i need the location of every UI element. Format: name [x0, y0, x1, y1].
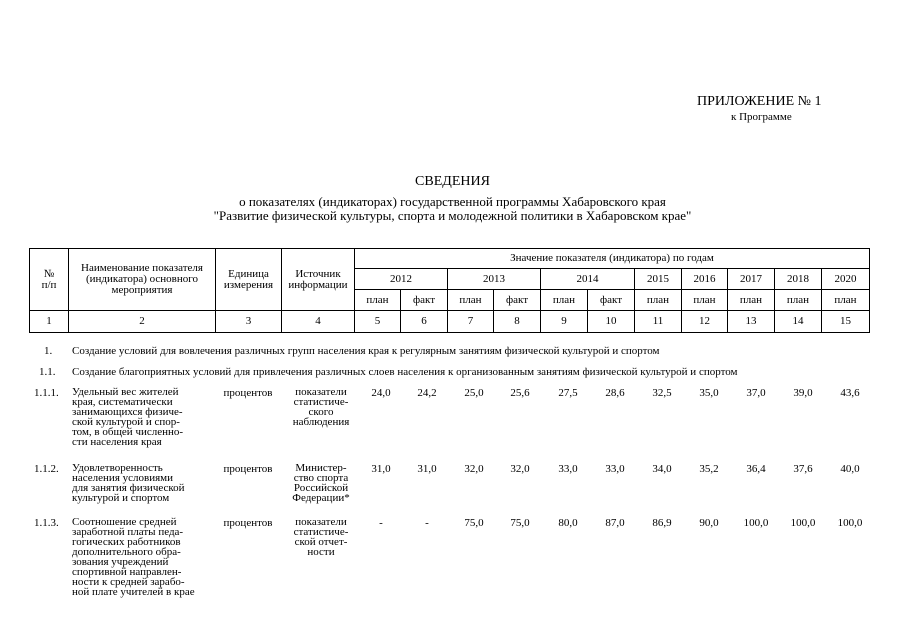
column-number: 5	[355, 311, 401, 333]
section-title: Создание благоприятных условий для привлечения различных слоев населения к организованным занятиям физической культурой и спортом	[72, 366, 738, 378]
value-2014-plan: 80,0	[558, 517, 578, 529]
column-number: 9	[541, 311, 588, 333]
header-year-2017: 2017	[728, 269, 775, 290]
header-plan: план	[728, 290, 775, 311]
column-number: 1	[30, 311, 69, 333]
document-title: СВЕДЕНИЯ	[415, 174, 490, 189]
header-year-2012: 2012	[355, 269, 448, 290]
appendix-sublabel: к Программе	[731, 111, 792, 123]
value-2017-plan: 100,0	[743, 517, 769, 529]
source-cell: показатели статистиче- ского наблюдения	[292, 386, 350, 428]
header-fact: факт	[494, 290, 541, 311]
header-values-caption: Значение показателя (индикатора) по годам	[355, 249, 870, 269]
header-col-unit: Единица измерения	[216, 249, 282, 311]
header-plan: план	[682, 290, 728, 311]
value-2016-plan: 35,0	[699, 387, 719, 399]
value-2014-fact: 33,0	[605, 463, 625, 475]
value-2012-plan: 24,0	[371, 387, 391, 399]
header-year-2016: 2016	[682, 269, 728, 290]
value-2012-plan: 31,0	[371, 463, 391, 475]
header-plan: план	[635, 290, 682, 311]
value-2013-fact: 75,0	[510, 517, 530, 529]
header-year-2013: 2013	[448, 269, 541, 290]
value-2015-plan: 34,0	[652, 463, 672, 475]
header-col-name: Наименование показателя (индикатора) основного мероприятия	[69, 249, 216, 311]
section-title: Создание условий для вовлечения различных групп населения края к регулярным занятиям физической культурой и спортом	[72, 345, 660, 357]
value-2015-plan: 32,5	[652, 387, 672, 399]
indicators-table-header	[29, 248, 870, 333]
value-2012-fact: 24,2	[417, 387, 437, 399]
value-2012-fact: 31,0	[417, 463, 437, 475]
value-2020-plan: 43,6	[840, 387, 860, 399]
column-number: 7	[448, 311, 494, 333]
header-year-2020: 2020	[822, 269, 870, 290]
column-number: 8	[494, 311, 541, 333]
value-2016-plan: 90,0	[699, 517, 719, 529]
unit-cell: процентов	[223, 387, 273, 399]
column-number: 6	[401, 311, 448, 333]
unit-cell: процентов	[223, 517, 273, 529]
value-2013-plan: 25,0	[464, 387, 484, 399]
document-subtitle-line2: "Развитие физической культуры, спорта и молодежной политики в Хабаровском крае"	[213, 208, 692, 223]
indicator-name: Соотношение средней заработной платы педа- гогических работников дополнительного обра- зования учреждений спортивной направлен- ности к средней зарабо- ной плате учителей в крае	[72, 516, 195, 598]
value-2013-fact: 32,0	[510, 463, 530, 475]
value-2012-plan: -	[379, 517, 383, 529]
header-fact: факт	[588, 290, 635, 311]
header-plan: план	[355, 290, 401, 311]
indicator-name: Удовлетворенность населения условиями для занятия физической культурой и спортом	[72, 462, 185, 504]
header-col-source: Источник информации	[282, 249, 355, 311]
column-number: 15	[822, 311, 870, 333]
unit-cell: процентов	[223, 463, 273, 475]
header-plan: план	[448, 290, 494, 311]
value-2015-plan: 86,9	[652, 517, 672, 529]
section-number: 1.	[44, 345, 53, 357]
column-number: 2	[69, 311, 216, 333]
value-2014-fact: 28,6	[605, 387, 625, 399]
value-2017-plan: 37,0	[746, 387, 766, 399]
header-plan: план	[775, 290, 822, 311]
column-number: 3	[216, 311, 282, 333]
value-2014-fact: 87,0	[605, 517, 625, 529]
value-2013-plan: 32,0	[464, 463, 484, 475]
value-2016-plan: 35,2	[699, 463, 719, 475]
source-cell: показатели статистиче- ской отчет- ности	[293, 516, 349, 558]
value-2014-plan: 27,5	[558, 387, 578, 399]
column-number: 11	[635, 311, 682, 333]
header-fact: факт	[401, 290, 448, 311]
value-2013-fact: 25,6	[510, 387, 530, 399]
value-2017-plan: 36,4	[746, 463, 766, 475]
indicator-name: Удельный вес жителей края, систематически занимающихся физиче- ской культурой и спор- том, в общей численно- сти населения края	[72, 386, 184, 448]
row-number: 1.1.2.	[34, 463, 59, 475]
header-plan: план	[541, 290, 588, 311]
source-cell: Министер- ство спорта Российской Федерации*	[292, 462, 350, 504]
value-2014-plan: 33,0	[558, 463, 578, 475]
column-number: 12	[682, 311, 728, 333]
row-number: 1.1.3.	[34, 517, 59, 529]
value-2013-plan: 75,0	[464, 517, 484, 529]
column-number: 14	[775, 311, 822, 333]
section-number: 1.1.	[39, 366, 56, 378]
value-2018-plan: 39,0	[793, 387, 813, 399]
header-plan: план	[822, 290, 870, 311]
value-2018-plan: 37,6	[793, 463, 813, 475]
header-col-num: № п/п	[30, 249, 69, 311]
column-number: 4	[282, 311, 355, 333]
header-year-2018: 2018	[775, 269, 822, 290]
column-number: 10	[588, 311, 635, 333]
row-number: 1.1.1.	[34, 387, 59, 399]
value-2012-fact: -	[425, 517, 429, 529]
value-2020-plan: 40,0	[840, 463, 860, 475]
value-2018-plan: 100,0	[790, 517, 816, 529]
column-number: 13	[728, 311, 775, 333]
value-2020-plan: 100,0	[837, 517, 863, 529]
header-year-2014: 2014	[541, 269, 635, 290]
appendix-label: ПРИЛОЖЕНИЕ № 1	[697, 94, 822, 109]
header-year-2015: 2015	[635, 269, 682, 290]
document-subtitle-line1: о показателях (индикаторах) государственной программы Хабаровского края	[239, 194, 666, 209]
